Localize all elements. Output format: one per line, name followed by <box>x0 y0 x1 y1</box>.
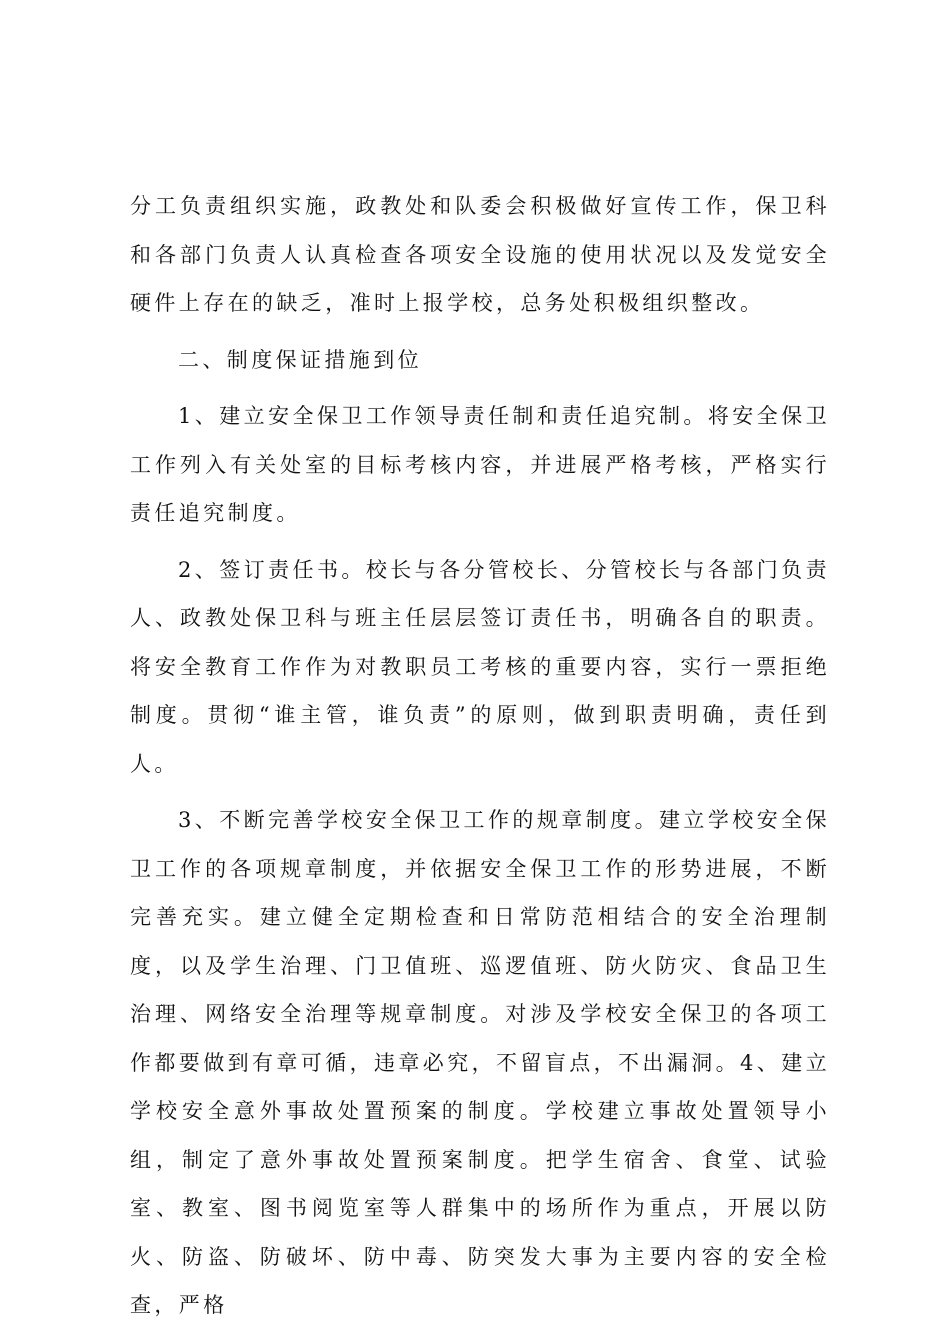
document-body <box>130 182 830 1338</box>
paragraph-item-2: 2、签订责任书。校长与各分管校长、分管校长与各部门负责人、政教处保卫科与班主任层层签订责任书，明确各自的职责。将安全教育工作作为对教职员工考核的重要内容，实行一票拒绝制度。贯彻“谁主管，谁负责”的原则，做到职责明确，责任到人。 <box>130 557 830 776</box>
section-heading: 二、制度保证措施到位 <box>178 347 422 372</box>
paragraph-item-3: 3、不断完善学校安全保卫工作的规章制度。建立学校安全保卫工作的各项规章制度，并依据安全保卫工作的形势进展，不断完善充实。建立健全定期检查和日常防范相结合的安全治理制度，以及学生治理、门卫值班、巡逻值班、防火防灾、食品卫生治理、网络安全治理等规章制度。对涉及学校安全保卫的各项工作都要做到有章可循，违章必究，不留盲点，不出漏洞。4、建立学校安全意外事故处置预案的制度。学校建立事故处置领导小组，制定了意外事故处置预案制度。把学生宿舍、食堂、试验室、教室、图书阅览室等人群集中的场所作为重点，开展以防火、防盗、防破坏、防中毒、防突发大事为主要内容的安全检查，严格 <box>130 808 830 1317</box>
paragraph-continued: 分工负责组织实施，政教处和队委会积极做好宣传工作，保卫科和各部门负责人认真检查各项安全设施的使用状况以及发觉安全硬件上存在的缺乏，准时上报学校，总务处积极组织整改。 <box>130 194 830 315</box>
paragraph-item-1: 1、建立安全保卫工作领导责任制和责任追究制。将安全保卫工作列入有关处室的目标考核内容，并进展严格考核，严格实行责任追究制度。 <box>130 404 830 525</box>
